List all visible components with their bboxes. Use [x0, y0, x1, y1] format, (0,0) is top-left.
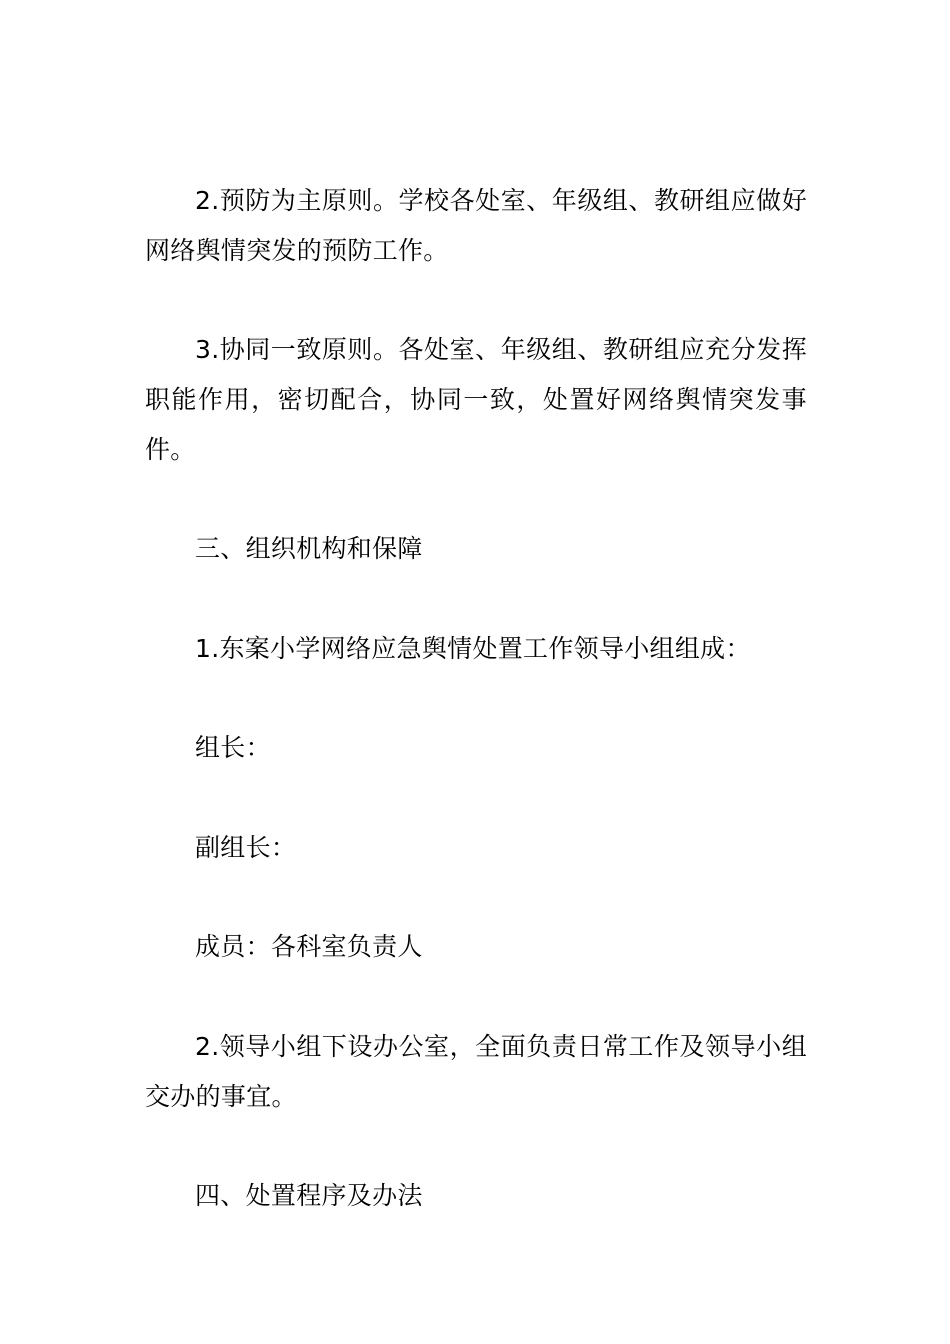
paragraph-group-leader: 组长： — [195, 733, 271, 762]
paragraph-deputy-leader: 副组长： — [195, 833, 297, 862]
paragraph-office: 2.领导小组下设办公室，全面负责日常工作及领导小组交办的事宜。 — [145, 1032, 807, 1111]
paragraph-leading-group: 1.东案小学网络应急舆情处置工作领导小组组成： — [195, 634, 751, 663]
section-heading-organization: 三、组织机构和保障 — [195, 534, 423, 563]
paragraph-coordination-principle: 3.协同一致原则。各处室、年级组、教研组应充分发挥职能作用，密切配合，协同一致，处置好网络舆情突发事件。 — [145, 335, 807, 464]
section-heading-procedures: 四、处置程序及办法 — [195, 1181, 423, 1210]
paragraph-prevention-principle: 2.预防为主原则。学校各处室、年级组、教研组应做好网络舆情突发的预防工作。 — [145, 186, 807, 265]
paragraph-members: 成员：各科室负责人 — [195, 932, 423, 961]
